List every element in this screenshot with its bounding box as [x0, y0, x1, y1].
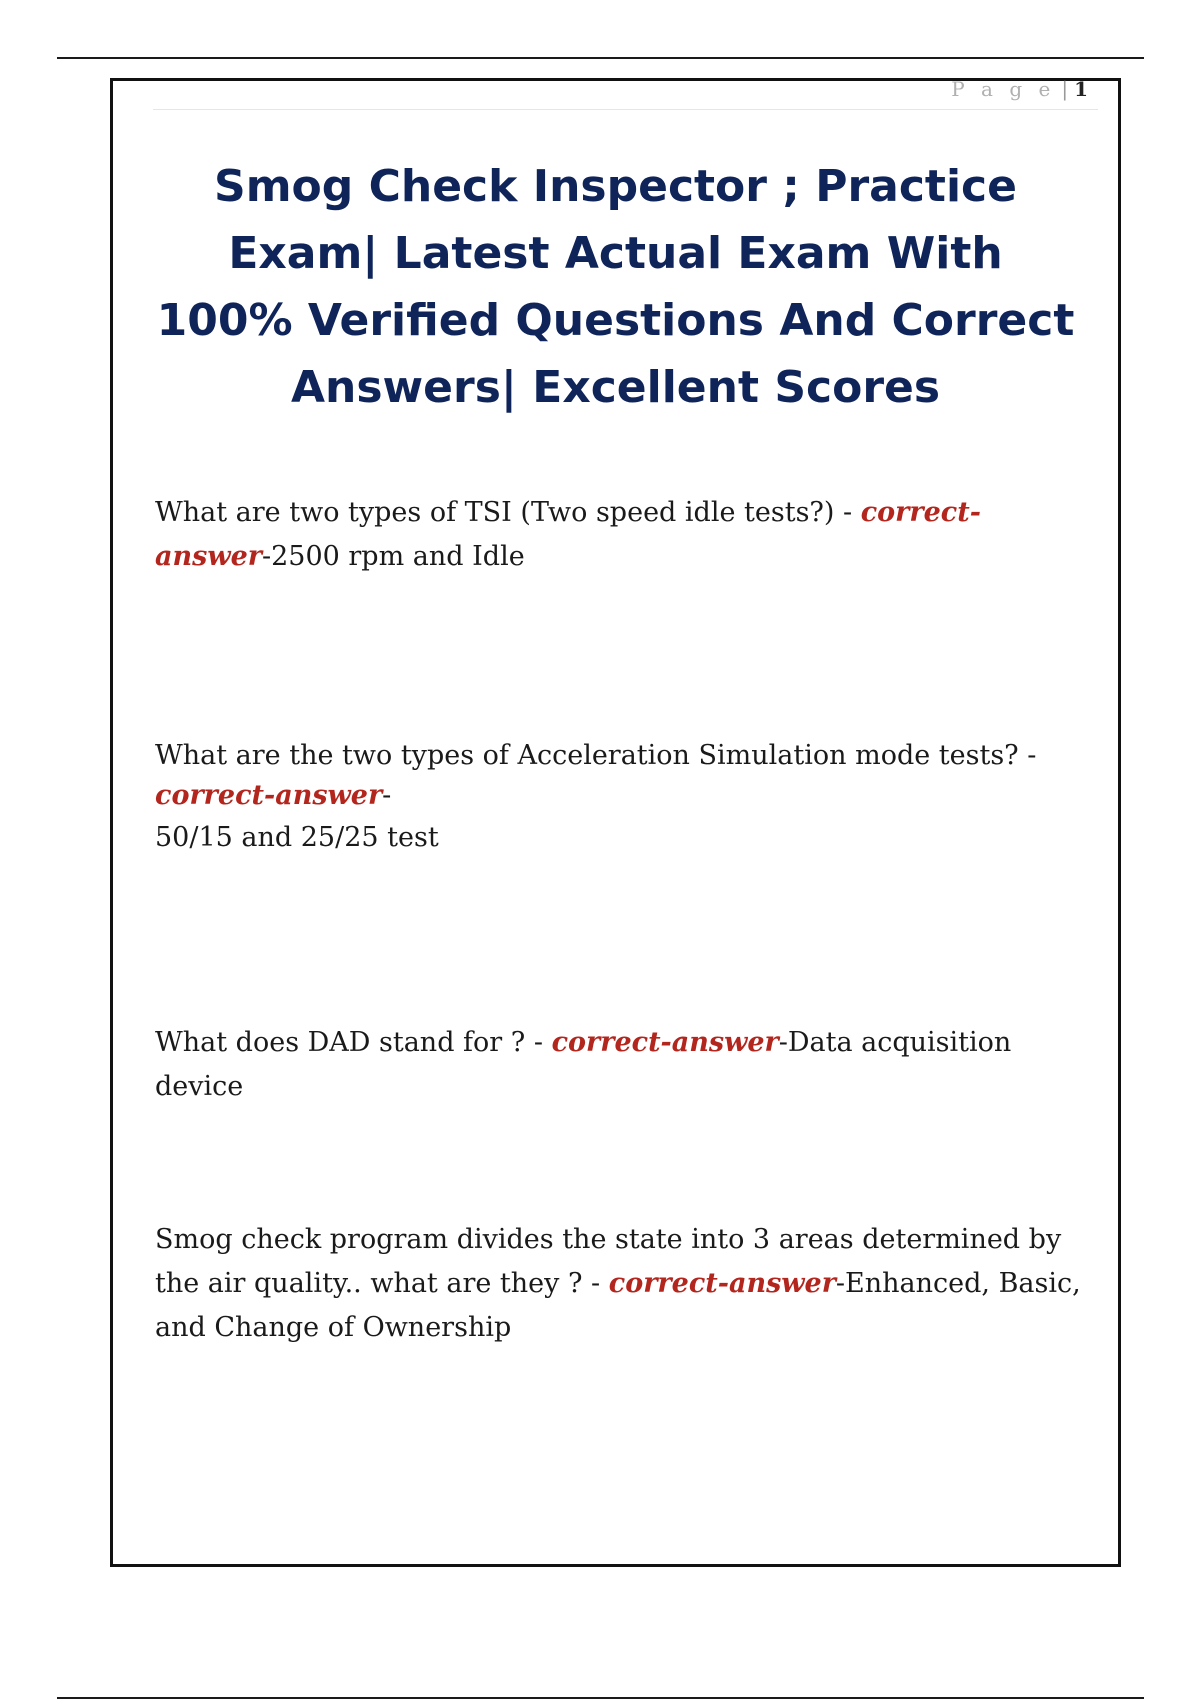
answer-tag: correct-answer	[551, 1027, 779, 1058]
answer-text: -Enhanced, Basic, and Change of Ownership	[155, 1268, 1081, 1343]
page-separator: |	[1061, 77, 1069, 101]
question-text: What are the two types of Acceleration Simulation mode tests? -	[155, 740, 1037, 771]
answer-text-line2: 50/15 and 25/25 test	[155, 822, 439, 853]
answer-text: -	[382, 780, 392, 811]
page-number-header	[951, 77, 1088, 101]
answer-tag: correct-answer	[155, 780, 383, 811]
qa-item-1	[155, 491, 1094, 579]
question-text: What are two types of TSI (Two speed idle tests?) -	[155, 497, 861, 528]
page-label: P a g e	[951, 77, 1056, 101]
question-text: What does DAD stand for ? -	[155, 1027, 552, 1058]
qa-item-4	[155, 1218, 1094, 1350]
answer-tag: correct-answer	[155, 497, 981, 572]
top-divider	[57, 57, 1144, 59]
answer-tag: correct-answer	[608, 1268, 836, 1299]
answer-text: -Data acquisition device	[155, 1027, 1012, 1102]
header-divider	[153, 109, 1098, 110]
bottom-divider	[57, 1697, 1144, 1699]
question-text: Smog check program divides the state into 3 areas determined by the air quality.. what are they ? -	[155, 1224, 1062, 1299]
answer-text: -2500 rpm and Idle	[261, 541, 525, 572]
document-page	[110, 78, 1121, 1567]
qa-item-3	[155, 1021, 1094, 1109]
page-number: 1	[1074, 77, 1088, 101]
qa-item-2	[155, 736, 1094, 860]
document-title: Smog Check Inspector ; Practice Exam| Latest Actual Exam With 100% Verified Questions And Correct Answers| Excellent Scores	[156, 161, 1075, 413]
